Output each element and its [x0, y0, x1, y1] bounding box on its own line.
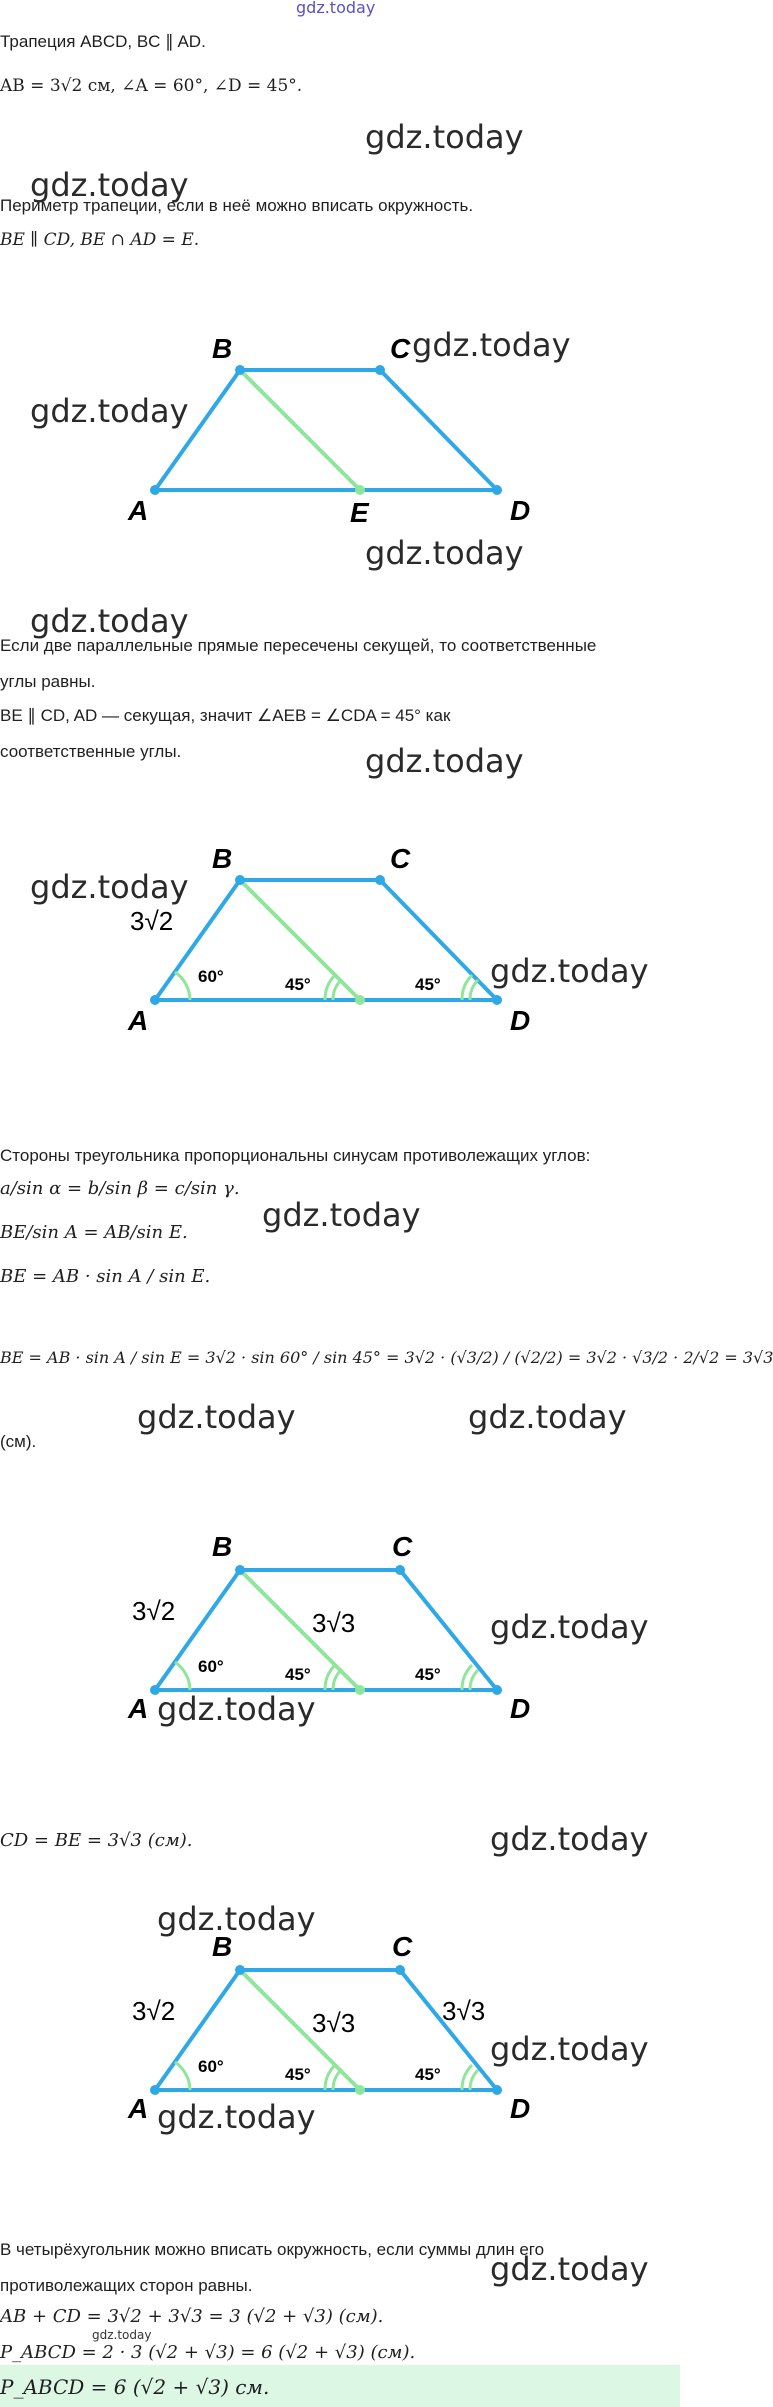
point-e: [355, 1685, 365, 1695]
law-of-sines: a/sin α = b/sin β = c/sin γ.: [0, 1178, 240, 1199]
point-d: [492, 1685, 502, 1695]
point-b: [235, 1565, 245, 1575]
angle-d-arc-2: [470, 2070, 478, 2090]
section5-line-1: В четырёхугольник можно вписать окружность, если суммы длин его: [0, 2240, 545, 2259]
point-b: [235, 365, 245, 375]
label-angle-a: 60°: [198, 967, 224, 986]
angle-e-arc-2: [333, 1670, 341, 1690]
be-calculation: BE = AB · sin A / sin E = 3√2 · sin 60° / sin 45° = 3√2 · (√3/2) / (√2/2) = 3√2 · √3/2 · 2/√2 = 3√3: [0, 1348, 773, 1367]
section2-line-3: BE ∥ CD, AD — секущая, значит ∠AEB = ∠CDA = 45° как: [0, 706, 451, 725]
label-b: B: [212, 843, 233, 874]
label-a: A: [128, 1005, 149, 1036]
point-c: [375, 875, 385, 885]
side-ab: [155, 370, 240, 490]
label-b: B: [212, 1531, 233, 1562]
side-cd: [380, 370, 497, 490]
point-e: [355, 485, 365, 495]
given-text-1: Трапеция ABCD, BC ∥ AD.: [0, 32, 206, 51]
point-a: [150, 2085, 160, 2095]
label-be-length: 3√3: [312, 1608, 356, 1638]
label-c: C: [392, 1931, 413, 1962]
section3-intro: Стороны треугольника пропорциональны синусам противолежащих углов:: [0, 1146, 591, 1165]
angle-d-arc-2: [470, 980, 478, 1000]
label-c: C: [390, 843, 411, 874]
label-angle-d: 45°: [415, 975, 441, 994]
label-angle-d: 45°: [415, 2065, 441, 2084]
label-d: D: [510, 1693, 531, 1724]
watermark: gdz.today: [157, 2098, 316, 2136]
watermark: gdz.today: [157, 1690, 316, 1728]
label-a: A: [128, 495, 149, 526]
watermark: gdz.today: [137, 1398, 296, 1436]
label-c: C: [390, 333, 411, 364]
watermark: gdz.today: [262, 1196, 421, 1234]
label-a: A: [128, 2093, 149, 2124]
watermark: gdz.today: [468, 1398, 627, 1436]
label-angle-d: 45°: [415, 1665, 441, 1684]
diagram-trapezoid-1: [0, 320, 680, 540]
answer-box: [0, 2365, 680, 2407]
label-b: B: [212, 1931, 233, 1962]
watermark: gdz.today: [365, 534, 524, 572]
top-watermark: gdz.today: [296, 0, 376, 17]
segment-be: [240, 370, 360, 490]
point-c: [395, 1565, 405, 1575]
section2-line-2: углы равны.: [0, 672, 96, 691]
given-line-1: [0, 32, 206, 52]
watermark: gdz.today: [30, 166, 189, 204]
angle-a-arc: [175, 2062, 190, 2090]
watermark: gdz.today: [490, 2250, 649, 2288]
section2-line-4: соответственные углы.: [0, 742, 182, 761]
watermark: gdz.today: [92, 2328, 152, 2342]
watermark: gdz.today: [490, 2030, 649, 2068]
point-b: [235, 875, 245, 885]
watermark: gdz.today: [157, 1900, 316, 1938]
label-cd-length: 3√3: [442, 1996, 486, 2026]
watermark: gdz.today: [365, 742, 524, 780]
perimeter-calc: P_ABCD = 2 · 3 (√2 + √3) = 6 (√2 + √3) (см).: [0, 2342, 416, 2363]
angle-d-arc-2: [470, 1670, 478, 1690]
point-c: [375, 365, 385, 375]
angle-a-arc: [175, 1662, 190, 1690]
label-e: E: [350, 497, 369, 528]
label-be-length: 3√3: [312, 2008, 356, 2038]
be-unit: (см).: [0, 1432, 37, 1451]
watermark: gdz.today: [30, 868, 189, 906]
label-b: B: [212, 333, 233, 364]
point-a: [150, 995, 160, 1005]
angle-a-arc: [175, 972, 190, 1000]
given-line-2: AB = 3√2 см, ∠A = 60°, ∠D = 45°.: [0, 76, 303, 96]
label-c: C: [392, 1531, 413, 1562]
diagram-trapezoid-2: [0, 830, 680, 1060]
label-angle-e: 45°: [285, 2065, 311, 2084]
point-e: [355, 995, 365, 1005]
point-e: [355, 2085, 365, 2095]
watermark: gdz.today: [30, 602, 189, 640]
point-b: [235, 1965, 245, 1975]
label-angle-e: 45°: [285, 975, 311, 994]
answer-text: P_ABCD = 6 (√2 + √3) см.: [0, 2375, 270, 2399]
watermark: gdz.today: [490, 952, 649, 990]
label-a: A: [128, 1693, 149, 1724]
angle-e-arc-2: [333, 2070, 341, 2090]
point-d: [492, 2085, 502, 2095]
label-angle-a: 60°: [198, 1657, 224, 1676]
label-ab-length: 3√2: [132, 1996, 176, 2026]
label-d: D: [510, 2093, 531, 2124]
watermark: gdz.today: [490, 1608, 649, 1646]
label-angle-a: 60°: [198, 2057, 224, 2076]
section2-line-1: Если две параллельные прямые пересечены секущей, то соответственные: [0, 636, 597, 655]
watermark: gdz.today: [412, 326, 571, 364]
point-d: [492, 485, 502, 495]
watermark: gdz.today: [490, 1820, 649, 1858]
label-angle-e: 45°: [285, 1665, 311, 1684]
sum-ab-cd: AB + CD = 3√2 + 3√3 = 3 (√2 + √3) (см).: [0, 2306, 384, 2327]
label-d: D: [510, 495, 531, 526]
label-ab-length: 3√2: [130, 906, 174, 936]
watermark: gdz.today: [365, 118, 524, 156]
label-d: D: [510, 1005, 531, 1036]
angle-e-arc-2: [333, 980, 341, 1000]
be-formula: BE = AB · sin A / sin E.: [0, 1266, 211, 1287]
section1-construction: BE ∥ CD, BE ∩ AD = E.: [0, 230, 200, 250]
cd-equals-be: CD = BE = 3√3 (см).: [0, 1830, 193, 1851]
point-d: [492, 995, 502, 1005]
section5-line-2: противолежащих сторон равны.: [0, 2276, 253, 2295]
watermark: gdz.today: [30, 392, 189, 430]
ratio-be-ab: BE/sin A = AB/sin E.: [0, 1222, 188, 1243]
point-c: [395, 1965, 405, 1975]
point-a: [150, 485, 160, 495]
label-ab-length: 3√2: [132, 1596, 176, 1626]
section1-title: Периметр трапеции, если в неё можно вписать окружность.: [0, 196, 474, 215]
